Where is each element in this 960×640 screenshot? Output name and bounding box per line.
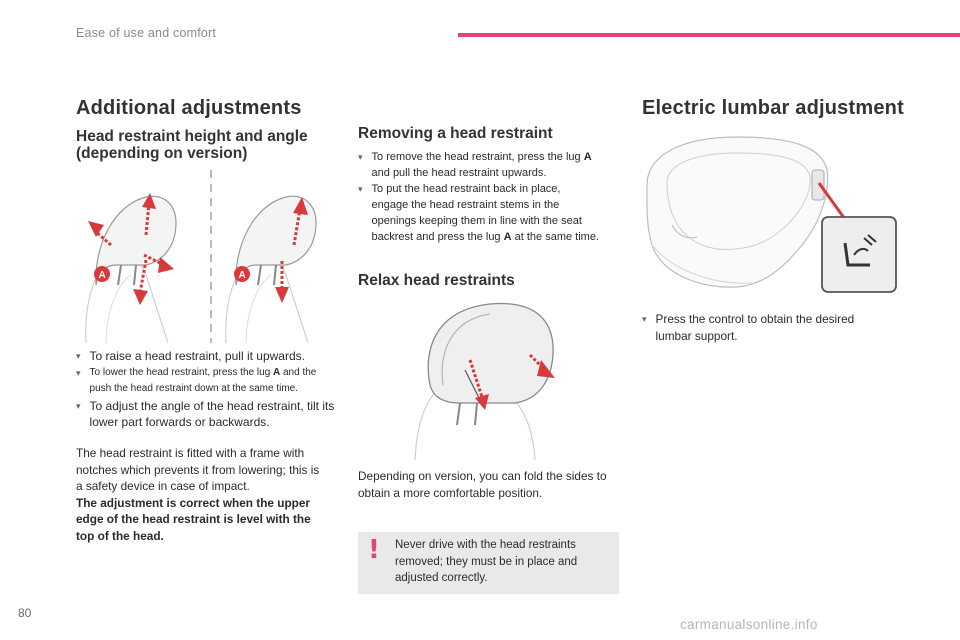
warning-text: Never drive with the head restraints removed; they must be in place and adjusted correctly.: [395, 539, 578, 584]
section-title: Ease of use and comfort: [76, 26, 217, 40]
additional-adjustments-title: Additional adjustments: [76, 97, 302, 119]
header-accent-bar: [458, 33, 960, 37]
head-restraint-adjust-illustration: [76, 165, 346, 345]
frame-notches-paragraph: The head restraint is fitted with a frame with notches which prevents it from lowering; this is a safety device in case of impact. The adjustment is correct when the upper edge of the head restraint is level with the top of the head.: [76, 446, 320, 543]
head-restraint-subtitle-line2: (depending on version): [76, 145, 248, 162]
triangle-bullet-icon: ▾: [642, 314, 647, 324]
bullet-adjust-angle: ▾ To adjust the angle of the head restraint, tilt its lower part forwards or backwards.: [76, 399, 335, 429]
figure-label-a-right: A: [238, 270, 246, 281]
bullet-press-lumbar-control: ▾ Press the control to obtain the desired lumbar support.: [642, 312, 855, 343]
bullet-lower-head-restraint: ▾ To lower the head restraint, press the lug A and the push the head restraint down at the same time.: [76, 367, 317, 394]
watermark: carmanualsonline.info: [680, 617, 818, 632]
head-restraint-subtitle-line1: Head restraint height and angle: [76, 128, 308, 145]
electric-lumbar-title: Electric lumbar adjustment: [642, 97, 904, 119]
triangle-bullet-icon: ▾: [76, 351, 81, 361]
page-number: 80: [18, 606, 32, 620]
triangle-bullet-icon: ▾: [358, 184, 363, 194]
bullet-raise-head-restraint: ▾ To raise a head restraint, pull it upwards.: [76, 349, 305, 363]
fold-sides-paragraph: Depending on version, you can fold the sides to obtain a more comfortable position.: [358, 469, 607, 500]
bullet-refit-head-restraint: ▾ To put the head restraint back in place, engage the head restraint stems in the openings keeping them in line with the seat backrest and press the lug A at the same time.: [358, 183, 599, 243]
relax-head-restraint-illustration: [405, 300, 580, 460]
bullet-remove-head-restraint: ▾ To remove the head restraint, press the lug A and pull the head restraint upwards.: [358, 151, 592, 179]
triangle-bullet-icon: ▾: [76, 368, 81, 378]
relax-head-restraints-title: Relax head restraints: [358, 272, 515, 289]
triangle-bullet-icon: ▾: [76, 401, 81, 411]
lumbar-seat-illustration: [642, 125, 902, 300]
removing-head-restraint-title: Removing a head restraint: [358, 125, 553, 142]
warning-exclamation-icon: !: [368, 535, 380, 565]
triangle-bullet-icon: ▾: [358, 152, 363, 162]
figure-label-a-left: A: [98, 270, 106, 281]
